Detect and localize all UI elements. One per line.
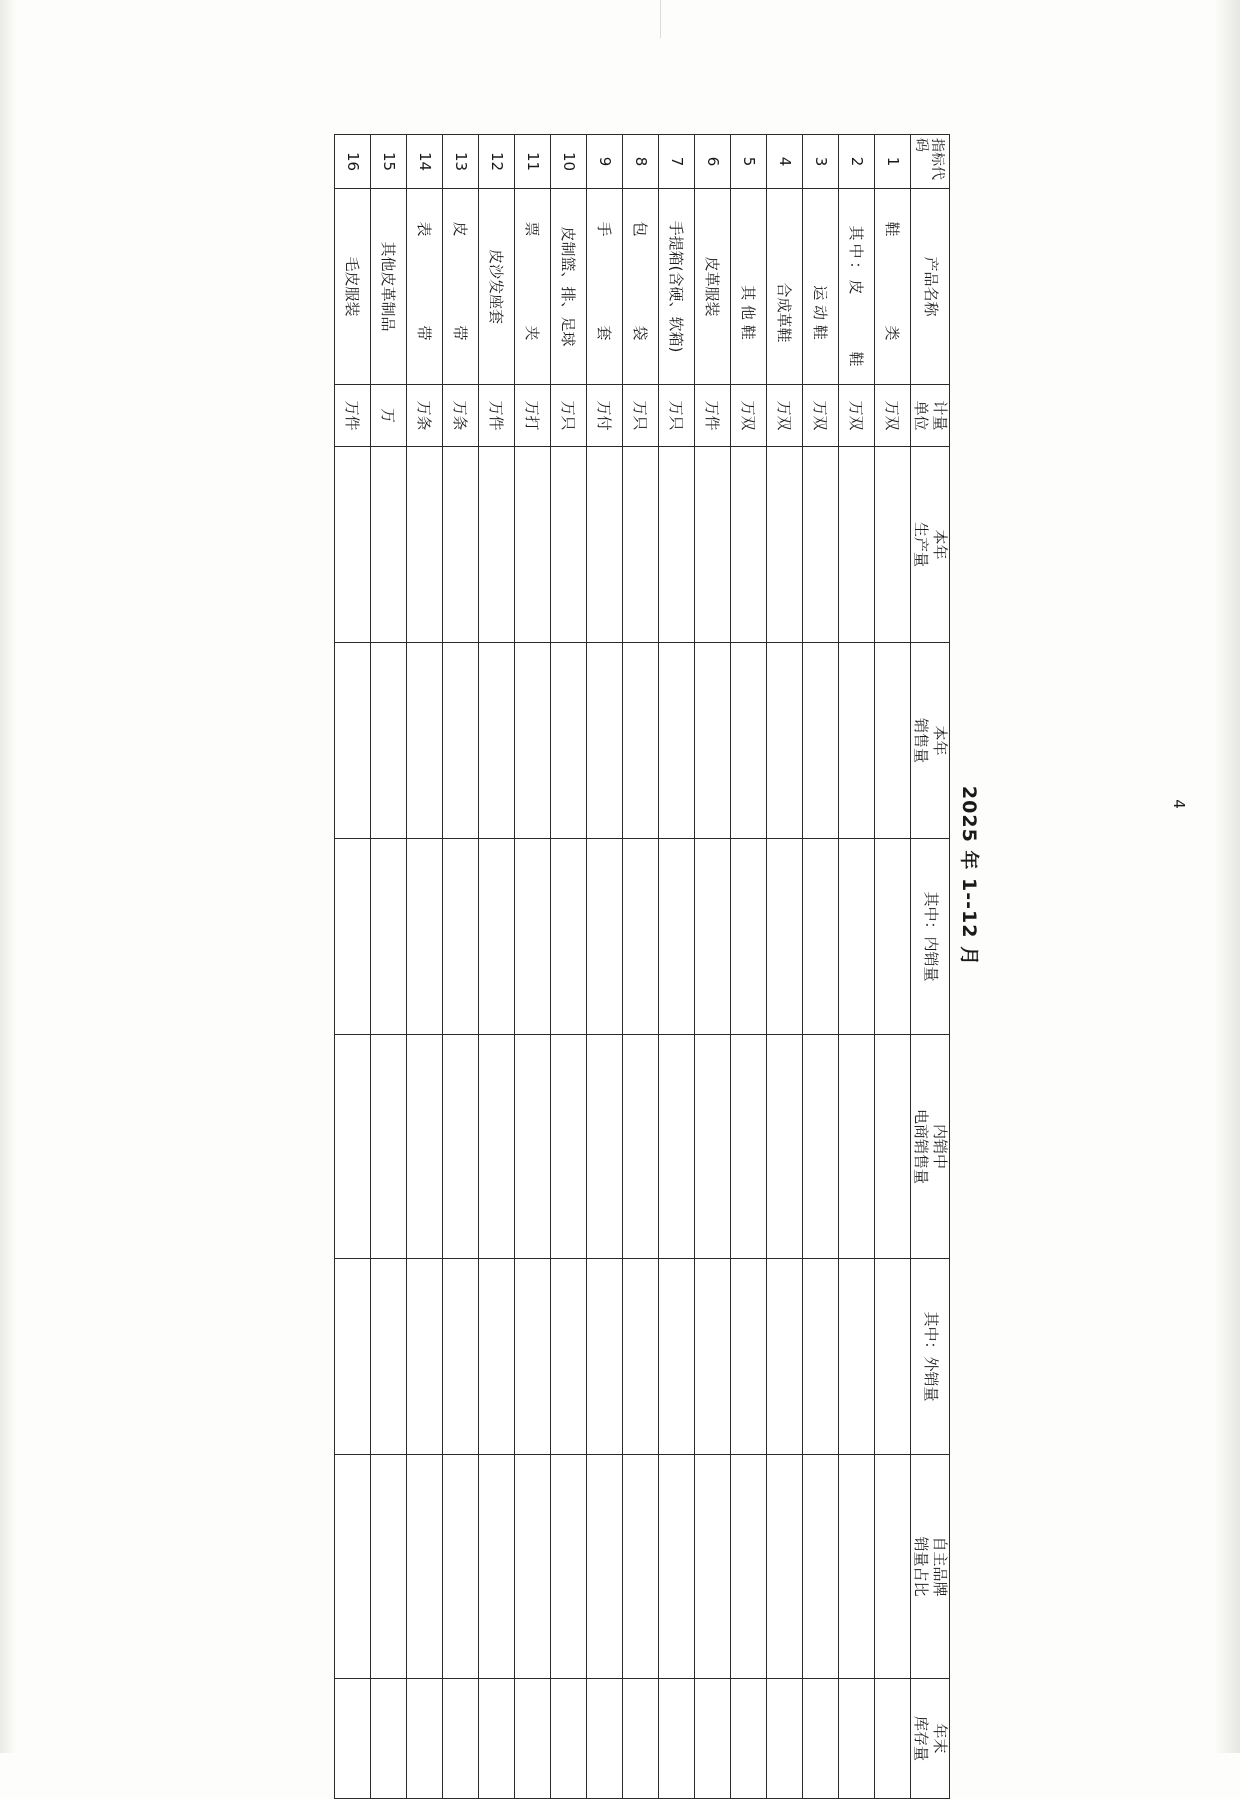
cell-production[interactable] xyxy=(767,447,803,643)
cell-indicator-code: 4 xyxy=(767,135,803,189)
cell-year-end-stock[interactable] xyxy=(875,1679,911,1799)
cell-production[interactable] xyxy=(839,447,875,643)
cell-unit: 万条 xyxy=(443,385,479,447)
table-row xyxy=(839,135,875,1799)
cell-export-sales[interactable] xyxy=(407,1259,443,1455)
cell-own-brand-share[interactable] xyxy=(731,1455,767,1679)
cell-indicator-code: 9 xyxy=(587,135,623,189)
cell-production[interactable] xyxy=(623,447,659,643)
cell-sales[interactable] xyxy=(659,643,695,839)
cell-indicator-code: 8 xyxy=(623,135,659,189)
cell-export-sales[interactable] xyxy=(623,1259,659,1455)
cell-own-brand-share[interactable] xyxy=(767,1455,803,1679)
cell-domestic-sales[interactable] xyxy=(659,839,695,1035)
cell-product-name: 其他皮革制品 xyxy=(371,189,407,385)
cell-product-name: 皮 带 xyxy=(443,189,479,385)
statistics-table xyxy=(335,134,951,1799)
rotated-sheet xyxy=(250,96,990,1761)
cell-unit: 万件 xyxy=(479,385,515,447)
cell-indicator-code: 5 xyxy=(731,135,767,189)
cell-sales[interactable] xyxy=(731,643,767,839)
cell-domestic-sales[interactable] xyxy=(479,839,515,1035)
table-row xyxy=(443,135,479,1799)
cell-ecommerce-sales[interactable] xyxy=(839,1035,875,1259)
cell-product-name: 毛皮服装 xyxy=(335,189,371,385)
cell-unit: 万只 xyxy=(551,385,587,447)
cell-product-name: 表 带 xyxy=(407,189,443,385)
cell-domestic-sales[interactable] xyxy=(731,839,767,1035)
cell-indicator-code: 14 xyxy=(407,135,443,189)
cell-export-sales[interactable] xyxy=(515,1259,551,1455)
cell-unit: 万双 xyxy=(875,385,911,447)
cell-year-end-stock[interactable] xyxy=(479,1679,515,1799)
cell-domestic-sales[interactable] xyxy=(335,839,371,1035)
cell-year-end-stock[interactable] xyxy=(731,1679,767,1799)
table-row xyxy=(731,135,767,1799)
table-row xyxy=(515,135,551,1799)
cell-ecommerce-sales[interactable] xyxy=(335,1035,371,1259)
cell-own-brand-share[interactable] xyxy=(695,1455,731,1679)
cell-export-sales[interactable] xyxy=(875,1259,911,1455)
cell-product-name: 运 动 鞋 xyxy=(803,189,839,385)
cell-domestic-sales[interactable] xyxy=(623,839,659,1035)
cell-indicator-code: 1 xyxy=(875,135,911,189)
cell-sales[interactable] xyxy=(371,643,407,839)
cell-unit: 万打 xyxy=(515,385,551,447)
cell-export-sales[interactable] xyxy=(443,1259,479,1455)
column-header-sales: 本年 销售量 xyxy=(911,643,950,839)
cell-sales[interactable] xyxy=(515,643,551,839)
cell-ecommerce-sales[interactable] xyxy=(551,1035,587,1259)
cell-own-brand-share[interactable] xyxy=(371,1455,407,1679)
cell-export-sales[interactable] xyxy=(839,1259,875,1455)
document-title: 2025 年 1--12 月 xyxy=(958,785,980,967)
cell-indicator-code: 2 xyxy=(839,135,875,189)
cell-indicator-code: 16 xyxy=(335,135,371,189)
cell-sales[interactable] xyxy=(443,643,479,839)
cell-domestic-sales[interactable] xyxy=(767,839,803,1035)
table-row xyxy=(659,135,695,1799)
cell-ecommerce-sales[interactable] xyxy=(443,1035,479,1259)
cell-own-brand-share[interactable] xyxy=(875,1455,911,1679)
cell-export-sales[interactable] xyxy=(551,1259,587,1455)
table-row xyxy=(371,135,407,1799)
cell-indicator-code: 7 xyxy=(659,135,695,189)
column-header-unit: 计量 单位 xyxy=(911,385,950,447)
cell-own-brand-share[interactable] xyxy=(659,1455,695,1679)
cell-indicator-code: 15 xyxy=(371,135,407,189)
cell-own-brand-share[interactable] xyxy=(623,1455,659,1679)
cell-unit: 万双 xyxy=(767,385,803,447)
cell-unit: 万双 xyxy=(803,385,839,447)
column-header-year-end-stock: 年末 库存量 xyxy=(911,1679,950,1799)
cell-domestic-sales[interactable] xyxy=(443,839,479,1035)
cell-production[interactable] xyxy=(371,447,407,643)
column-header-domestic-sales: 其中：内销量 xyxy=(911,839,950,1035)
cell-own-brand-share[interactable] xyxy=(551,1455,587,1679)
cell-product-name: 皮沙发座套 xyxy=(479,189,515,385)
cell-product-name: 合成革鞋 xyxy=(767,189,803,385)
cell-domestic-sales[interactable] xyxy=(839,839,875,1035)
cell-own-brand-share[interactable] xyxy=(407,1455,443,1679)
cell-production[interactable] xyxy=(659,447,695,643)
column-header-production: 本年 生产量 xyxy=(911,447,950,643)
cell-sales[interactable] xyxy=(875,643,911,839)
cell-product-name: 票 夹 xyxy=(515,189,551,385)
cell-ecommerce-sales[interactable] xyxy=(623,1035,659,1259)
cell-unit: 万双 xyxy=(839,385,875,447)
cell-production[interactable] xyxy=(875,447,911,643)
cell-year-end-stock[interactable] xyxy=(335,1679,371,1799)
column-header-own-brand-share: 自主品牌 销量占比 xyxy=(911,1455,950,1679)
column-header-code-line2: 码 xyxy=(912,138,929,152)
cell-export-sales[interactable] xyxy=(587,1259,623,1455)
cell-sales[interactable] xyxy=(623,643,659,839)
cell-product-name: 皮制篮、排、足球 xyxy=(551,189,587,385)
cell-ecommerce-sales[interactable] xyxy=(407,1035,443,1259)
table-row xyxy=(695,135,731,1799)
cell-unit: 万 xyxy=(371,385,407,447)
cell-domestic-sales[interactable] xyxy=(875,839,911,1035)
cell-domestic-sales[interactable] xyxy=(587,839,623,1035)
table-row xyxy=(587,135,623,1799)
cell-unit: 万只 xyxy=(623,385,659,447)
cell-ecommerce-sales[interactable] xyxy=(695,1035,731,1259)
cell-export-sales[interactable] xyxy=(659,1259,695,1455)
cell-year-end-stock[interactable] xyxy=(587,1679,623,1799)
cell-production[interactable] xyxy=(479,447,515,643)
cell-sales[interactable] xyxy=(839,643,875,839)
cell-own-brand-share[interactable] xyxy=(839,1455,875,1679)
cell-export-sales[interactable] xyxy=(479,1259,515,1455)
cell-ecommerce-sales[interactable] xyxy=(587,1035,623,1259)
cell-own-brand-share[interactable] xyxy=(479,1455,515,1679)
cell-year-end-stock[interactable] xyxy=(839,1679,875,1799)
cell-unit: 万双 xyxy=(731,385,767,447)
table-row xyxy=(551,135,587,1799)
page-number: 4 xyxy=(1170,799,1189,809)
cell-sales[interactable] xyxy=(767,643,803,839)
cell-product-name: 手 套 xyxy=(587,189,623,385)
cell-sales[interactable] xyxy=(407,643,443,839)
cell-sales[interactable] xyxy=(587,643,623,839)
cell-year-end-stock[interactable] xyxy=(659,1679,695,1799)
cell-unit: 万件 xyxy=(695,385,731,447)
cell-sales[interactable] xyxy=(803,643,839,839)
table-row xyxy=(479,135,515,1799)
cell-sales[interactable] xyxy=(479,643,515,839)
cell-ecommerce-sales[interactable] xyxy=(371,1035,407,1259)
cell-product-name: 包 袋 xyxy=(623,189,659,385)
cell-domestic-sales[interactable] xyxy=(551,839,587,1035)
cell-unit: 万条 xyxy=(407,385,443,447)
cell-year-end-stock[interactable] xyxy=(803,1679,839,1799)
cell-product-name: 皮革服装 xyxy=(695,189,731,385)
cell-export-sales[interactable] xyxy=(695,1259,731,1455)
cell-domestic-sales[interactable] xyxy=(803,839,839,1035)
cell-production[interactable] xyxy=(551,447,587,643)
cell-year-end-stock[interactable] xyxy=(767,1679,803,1799)
cell-ecommerce-sales[interactable] xyxy=(515,1035,551,1259)
table-row xyxy=(623,135,659,1799)
cell-unit: 万付 xyxy=(587,385,623,447)
cell-year-end-stock[interactable] xyxy=(695,1679,731,1799)
cell-indicator-code: 12 xyxy=(479,135,515,189)
cell-ecommerce-sales[interactable] xyxy=(767,1035,803,1259)
cell-product-name: 其 他 鞋 xyxy=(731,189,767,385)
cell-indicator-code: 10 xyxy=(551,135,587,189)
table-row xyxy=(335,135,371,1799)
cell-own-brand-share[interactable] xyxy=(803,1455,839,1679)
cell-ecommerce-sales[interactable] xyxy=(479,1035,515,1259)
cell-own-brand-share[interactable] xyxy=(335,1455,371,1679)
table-row xyxy=(803,135,839,1799)
cell-indicator-code: 6 xyxy=(695,135,731,189)
cell-export-sales[interactable] xyxy=(371,1259,407,1455)
cell-domestic-sales[interactable] xyxy=(695,839,731,1035)
cell-indicator-code: 11 xyxy=(515,135,551,189)
cell-year-end-stock[interactable] xyxy=(407,1679,443,1799)
cell-indicator-code: 3 xyxy=(803,135,839,189)
cell-ecommerce-sales[interactable] xyxy=(875,1035,911,1259)
cell-unit: 万件 xyxy=(335,385,371,447)
cell-year-end-stock[interactable] xyxy=(371,1679,407,1799)
cell-sales[interactable] xyxy=(551,643,587,839)
cell-product-name: 鞋 类 xyxy=(875,189,911,385)
cell-ecommerce-sales[interactable] xyxy=(659,1035,695,1259)
cell-year-end-stock[interactable] xyxy=(443,1679,479,1799)
column-header-code-line1: 指标代 xyxy=(929,138,945,180)
column-header-export-sales: 其中：外销量 xyxy=(911,1259,950,1455)
cell-domestic-sales[interactable] xyxy=(515,839,551,1035)
column-header-code xyxy=(911,135,950,189)
fold-line xyxy=(660,0,661,38)
cell-own-brand-share[interactable] xyxy=(587,1455,623,1679)
cell-production[interactable] xyxy=(515,447,551,643)
table-row xyxy=(767,135,803,1799)
cell-production[interactable] xyxy=(335,447,371,643)
cell-year-end-stock[interactable] xyxy=(515,1679,551,1799)
cell-production[interactable] xyxy=(803,447,839,643)
cell-unit: 万只 xyxy=(659,385,695,447)
cell-production[interactable] xyxy=(695,447,731,643)
table-body xyxy=(335,135,911,1799)
cell-export-sales[interactable] xyxy=(803,1259,839,1455)
cell-year-end-stock[interactable] xyxy=(551,1679,587,1799)
cell-domestic-sales[interactable] xyxy=(407,839,443,1035)
cell-own-brand-share[interactable] xyxy=(515,1455,551,1679)
cell-own-brand-share[interactable] xyxy=(443,1455,479,1679)
cell-ecommerce-sales[interactable] xyxy=(731,1035,767,1259)
table-row xyxy=(875,135,911,1799)
cell-sales[interactable] xyxy=(335,643,371,839)
cell-production[interactable] xyxy=(443,447,479,643)
cell-ecommerce-sales[interactable] xyxy=(803,1035,839,1259)
cell-product-name: 其中：皮 鞋 xyxy=(839,189,875,385)
cell-export-sales[interactable] xyxy=(767,1259,803,1455)
cell-production[interactable] xyxy=(587,447,623,643)
cell-export-sales[interactable] xyxy=(335,1259,371,1455)
cell-indicator-code: 13 xyxy=(443,135,479,189)
cell-domestic-sales[interactable] xyxy=(371,839,407,1035)
table-row xyxy=(407,135,443,1799)
column-header-ecommerce-sales: 内销中 电商销售量 xyxy=(911,1035,950,1259)
table-header-row xyxy=(911,135,950,1799)
cell-production[interactable] xyxy=(407,447,443,643)
cell-export-sales[interactable] xyxy=(731,1259,767,1455)
cell-product-name: 手提箱(含硬、软箱) xyxy=(659,189,695,385)
cell-production[interactable] xyxy=(731,447,767,643)
cell-year-end-stock[interactable] xyxy=(623,1679,659,1799)
cell-sales[interactable] xyxy=(695,643,731,839)
column-header-name: 产品名称 xyxy=(911,189,950,385)
